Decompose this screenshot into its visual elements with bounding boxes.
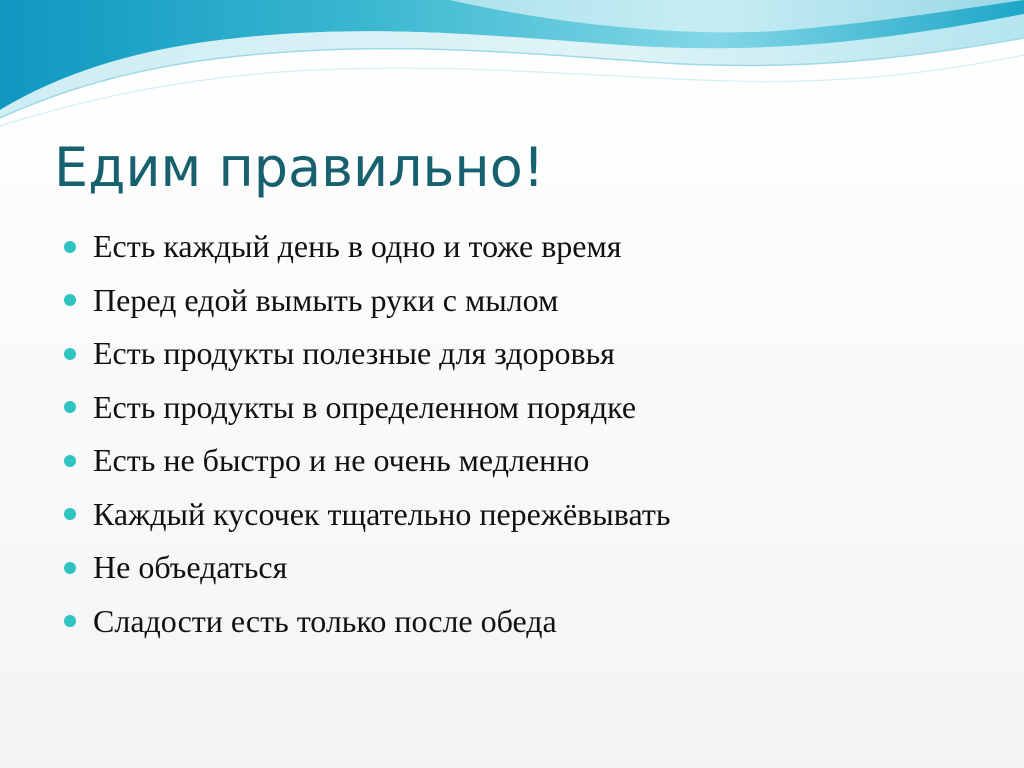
bullet-list bbox=[64, 220, 670, 648]
bullet-text: Есть не быстро и не очень медленно bbox=[93, 442, 590, 479]
bullet-dot-icon bbox=[64, 401, 76, 413]
list-item bbox=[64, 434, 670, 488]
list-item bbox=[64, 381, 670, 435]
bullet-text: Есть каждый день в одно и тоже время bbox=[93, 228, 622, 265]
bullet-text: Сладости есть только после обеда bbox=[93, 602, 557, 639]
bullet-dot-icon bbox=[64, 348, 76, 360]
list-item bbox=[64, 595, 670, 649]
list-item bbox=[64, 274, 670, 328]
bullet-text: Есть продукты полезные для здоровья bbox=[93, 335, 615, 372]
bullet-dot-icon bbox=[64, 294, 76, 306]
bullet-text: Перед едой вымыть руки с мылом bbox=[93, 281, 559, 318]
bullet-text: Есть продукты в определенном порядке bbox=[93, 388, 637, 425]
bullet-dot-icon bbox=[64, 455, 76, 467]
list-item bbox=[64, 488, 670, 542]
bullet-dot-icon bbox=[64, 615, 76, 627]
bullet-text: Каждый кусочек тщательно пережёвывать bbox=[93, 495, 671, 532]
list-item bbox=[64, 327, 670, 381]
slide-title: Едим правильно! bbox=[54, 136, 545, 199]
list-item bbox=[64, 220, 670, 274]
bullet-dot-icon bbox=[64, 562, 76, 574]
bullet-dot-icon bbox=[64, 241, 76, 253]
header-wave-decoration bbox=[0, 0, 1024, 130]
bullet-text: Не объедаться bbox=[93, 549, 288, 586]
list-item bbox=[64, 541, 670, 595]
bullet-dot-icon bbox=[64, 508, 76, 520]
